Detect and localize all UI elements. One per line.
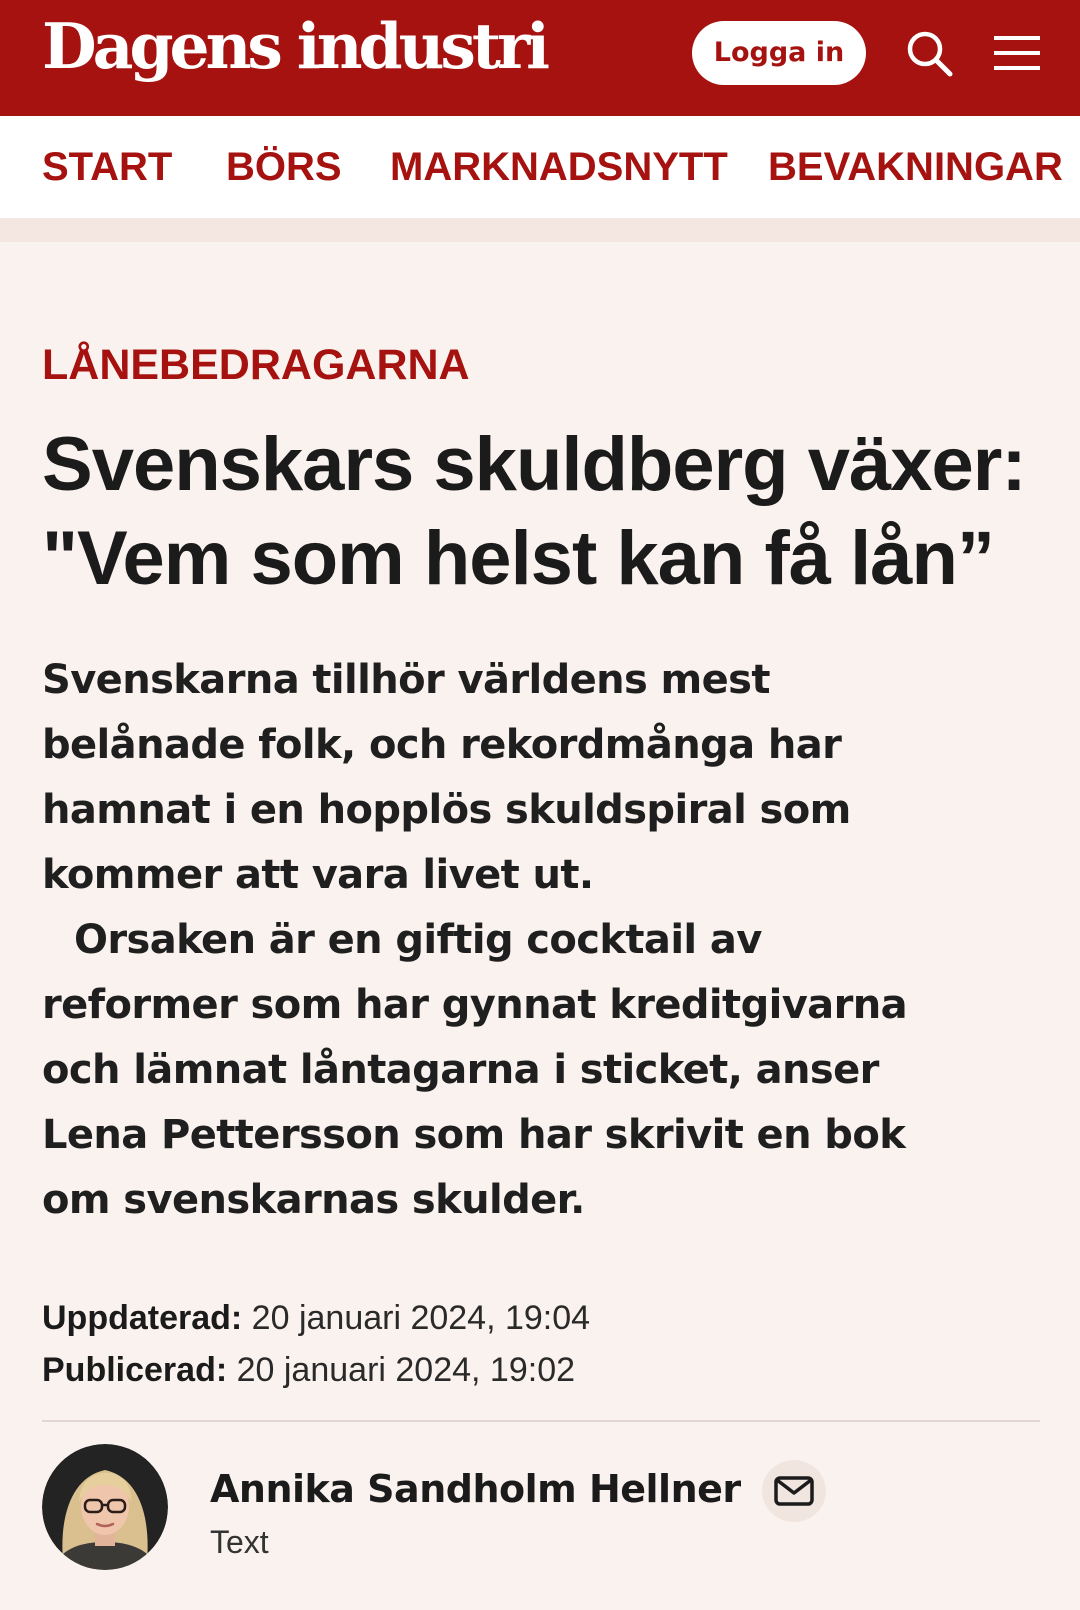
nav-item-marknadsnytt[interactable]: MARKNADSNYTT bbox=[390, 145, 728, 189]
lead-line: hamnat i en hopplös skuldspiral som bbox=[42, 787, 851, 833]
updated-value: 20 januari 2024, 19:04 bbox=[242, 1299, 591, 1337]
nav-item-bevakningar[interactable]: BEVAKNINGAR bbox=[768, 145, 1063, 189]
article-kicker[interactable]: LÅNEBEDRAGARNA bbox=[42, 341, 470, 389]
published-label: Publicerad: bbox=[42, 1351, 228, 1389]
site-header bbox=[0, 0, 1080, 116]
updated-label: Uppdaterad: bbox=[42, 1299, 243, 1337]
author-avatar[interactable] bbox=[42, 1444, 168, 1570]
lead-line: Svenskarna tillhör världens mest bbox=[42, 657, 770, 703]
updated-timestamp bbox=[42, 1298, 942, 1338]
mail-icon[interactable] bbox=[762, 1460, 826, 1522]
lead-line: reformer som har gynnat kreditgivarna bbox=[42, 982, 907, 1028]
login-button[interactable]: Logga in bbox=[692, 21, 866, 85]
headline-line: "Vem som helst kan få lån” bbox=[42, 516, 994, 601]
search-icon[interactable] bbox=[904, 28, 954, 78]
main-nav bbox=[0, 116, 1080, 218]
author-role: Text bbox=[210, 1524, 269, 1560]
article-headline bbox=[42, 418, 1052, 606]
byline-divider bbox=[42, 1420, 1040, 1422]
lead-line: Orsaken är en giftig cocktail av bbox=[74, 917, 762, 963]
lead-line: om svenskarnas skulder. bbox=[42, 1177, 585, 1223]
lead-line: och lämnat låntagarna i sticket, anser bbox=[42, 1047, 879, 1093]
nav-item-bors[interactable]: BÖRS bbox=[226, 145, 342, 189]
headline-line: Svenskars skuldberg växer: bbox=[42, 422, 1026, 507]
menu-icon[interactable] bbox=[992, 28, 1042, 78]
article-lead bbox=[42, 648, 1052, 1233]
author-name[interactable]: Annika Sandholm Hellner bbox=[210, 1467, 741, 1511]
published-timestamp bbox=[42, 1350, 942, 1390]
nav-divider bbox=[0, 218, 1080, 242]
lead-line: belånade folk, och rekordmånga har bbox=[42, 722, 842, 768]
lead-line: kommer att vara livet ut. bbox=[42, 852, 594, 898]
published-value: 20 januari 2024, 19:02 bbox=[227, 1351, 576, 1389]
nav-item-start[interactable]: START bbox=[42, 145, 173, 189]
site-logo[interactable]: Dagens industri bbox=[42, 9, 547, 83]
lead-line: Lena Pettersson som har skrivit en bok bbox=[42, 1112, 906, 1158]
